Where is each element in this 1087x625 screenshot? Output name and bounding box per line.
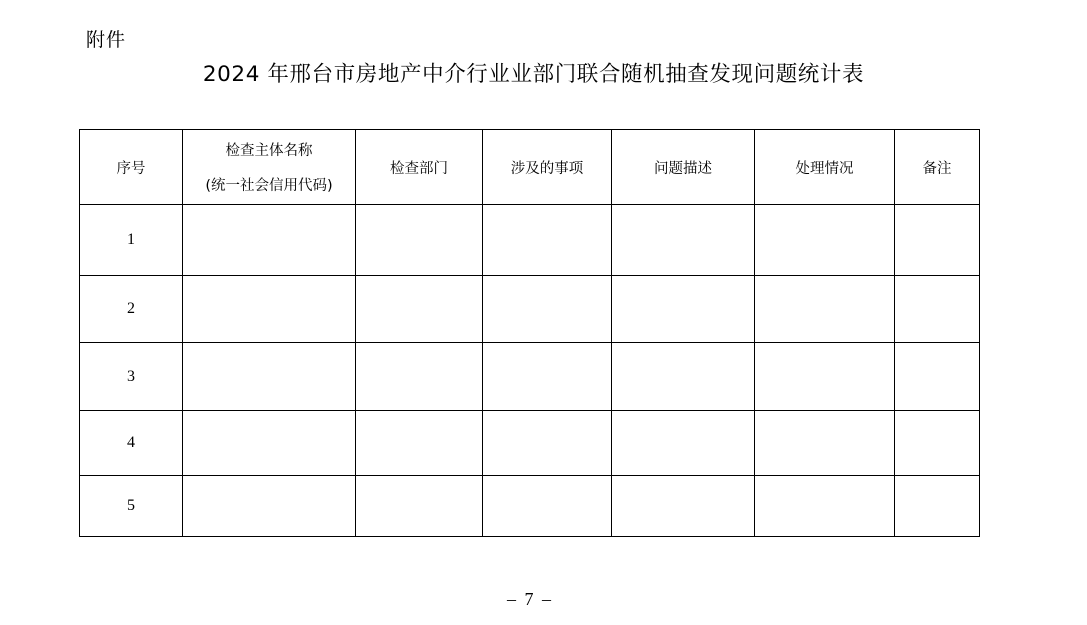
cell-matters: [483, 276, 612, 343]
cell-handling: [755, 205, 895, 276]
header-department: 检查部门: [356, 130, 483, 205]
cell-department: [356, 276, 483, 343]
cell-description: [612, 476, 755, 537]
table-row: [80, 205, 980, 276]
cell-handling: [755, 476, 895, 537]
cell-entity: [183, 411, 356, 476]
header-remarks: 备注: [895, 130, 980, 205]
row-seq: 5: [80, 476, 183, 537]
table-header-row: [80, 130, 980, 205]
table-row: [80, 276, 980, 343]
cell-handling: [755, 411, 895, 476]
header-handling: 处理情况: [755, 130, 895, 205]
row-seq: 4: [80, 411, 183, 476]
cell-description: [612, 205, 755, 276]
cell-remarks: [895, 476, 980, 537]
cell-department: [356, 411, 483, 476]
cell-matters: [483, 476, 612, 537]
row-seq: 2: [80, 276, 183, 343]
cell-handling: [755, 276, 895, 343]
row-seq: 3: [80, 343, 183, 411]
cell-department: [356, 205, 483, 276]
cell-description: [612, 411, 755, 476]
cell-description: [612, 276, 755, 343]
statistics-table: [79, 129, 980, 537]
cell-matters: [483, 411, 612, 476]
header-description: 问题描述: [612, 130, 755, 205]
cell-matters: [483, 205, 612, 276]
document-title: 2024 年邢台市房地产中介行业业部门联合随机抽查发现问题统计表: [202, 62, 865, 87]
table-row: [80, 343, 980, 411]
header-seq: 序号: [80, 130, 183, 205]
cell-remarks: [895, 276, 980, 343]
cell-handling: [755, 343, 895, 411]
cell-entity: [183, 343, 356, 411]
header-matters: 涉及的事项: [483, 130, 612, 205]
row-seq: 1: [80, 205, 183, 276]
table-row: [80, 411, 980, 476]
page-number: – 7 –: [507, 589, 553, 609]
cell-description: [612, 343, 755, 411]
cell-department: [356, 476, 483, 537]
cell-entity: [183, 476, 356, 537]
cell-matters: [483, 343, 612, 411]
cell-department: [356, 343, 483, 411]
cell-entity: [183, 276, 356, 343]
table-row: [80, 476, 980, 537]
cell-remarks: [895, 205, 980, 276]
header-entity-name: [183, 130, 356, 205]
attachment-label: 附件: [86, 29, 127, 51]
cell-remarks: [895, 411, 980, 476]
cell-entity: [183, 205, 356, 276]
cell-remarks: [895, 343, 980, 411]
header-entity-name-label: 检查主体名称: [225, 143, 313, 159]
header-entity-code-label: (统一社会信用代码): [205, 178, 333, 194]
